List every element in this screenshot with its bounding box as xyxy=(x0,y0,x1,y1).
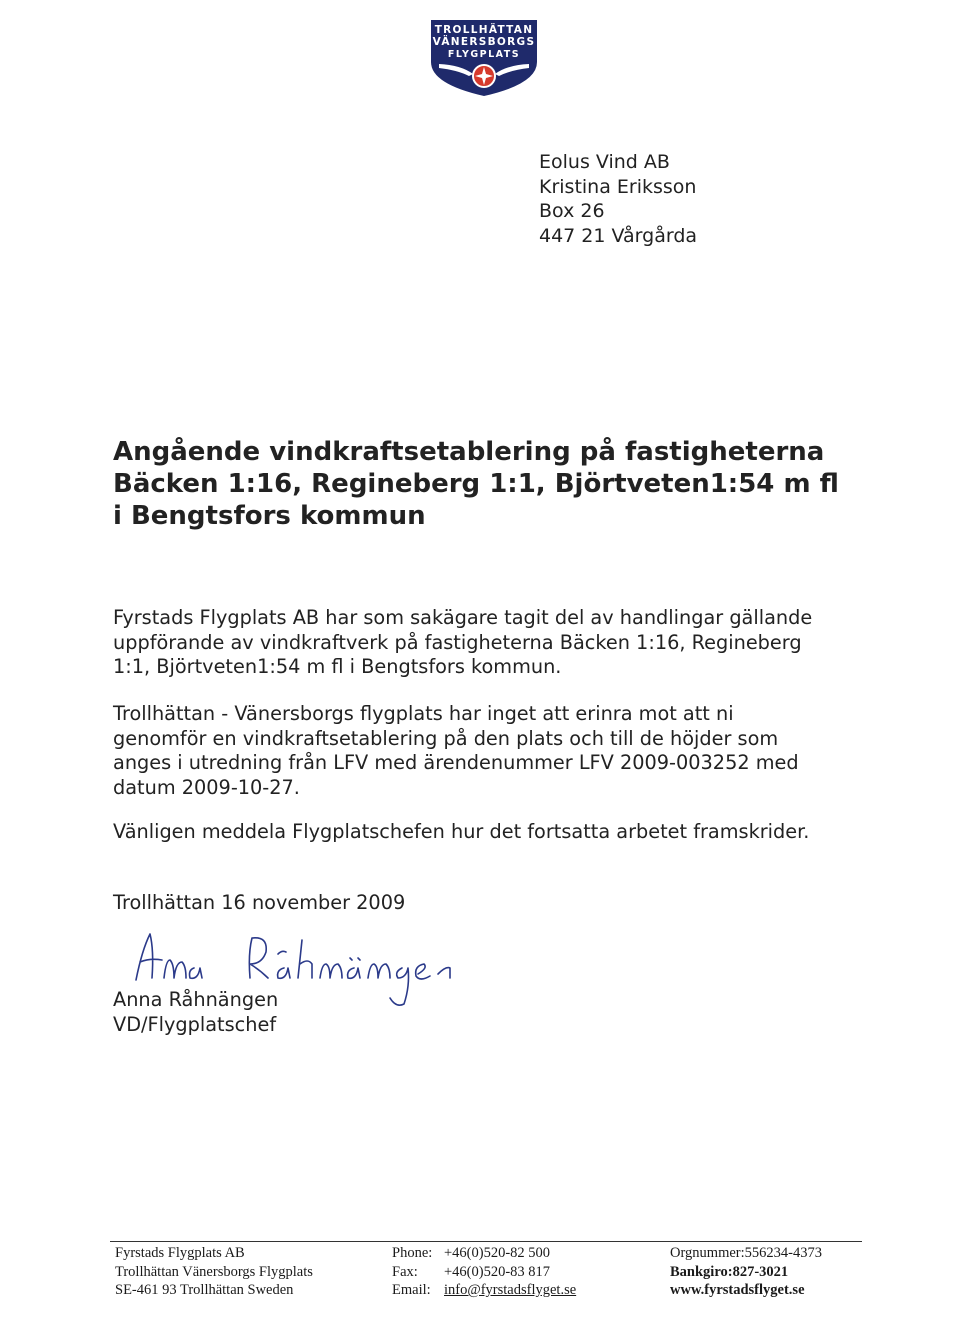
paragraph-line: uppförande av vindkraftverk på fastigheterna Bäcken 1:16, Regineberg xyxy=(113,630,802,654)
signer-title: VD/Flygplatschef xyxy=(113,1012,277,1036)
subject-line-2: Bäcken 1:16, Regineberg 1:1, Björtveten1:54 m fl xyxy=(113,469,839,499)
footer-contact-column xyxy=(392,1244,576,1300)
subject-line-3: i Bengtsfors kommun xyxy=(113,501,426,531)
footer-fax xyxy=(392,1263,576,1282)
footer-email-label: Email: xyxy=(392,1282,431,1298)
footer-phone-value: +46(0)520-82 500 xyxy=(444,1245,551,1261)
footer-website[interactable]: www.fyrstadsflyget.se xyxy=(670,1282,805,1298)
paragraph-line: anges i utredning från LFV med ärendenummer LFV 2009-003252 med xyxy=(113,751,799,774)
paragraph-line: Fyrstads Flygplats AB har som sakägare tagit del av handlingar gällande xyxy=(113,606,813,629)
body-paragraph-1 xyxy=(113,606,812,680)
footer-fax-label: Fax: xyxy=(392,1263,418,1280)
footer-phone xyxy=(392,1244,576,1263)
recipient-address xyxy=(539,150,697,248)
subject-heading xyxy=(113,436,839,532)
airport-logo xyxy=(425,18,543,98)
body-paragraph-2 xyxy=(113,702,799,800)
date-line: Trollhättan 16 november 2009 xyxy=(113,891,406,914)
recipient-postal: 447 21 Vårgårda xyxy=(539,224,698,247)
logo-line2: VÄNERSBORGS xyxy=(432,36,536,48)
paragraph-line: Vänligen meddela Flygplatschefen hur det fortsatta arbetet framskrider. xyxy=(113,820,810,843)
footer-phone-label: Phone: xyxy=(392,1245,433,1261)
body-paragraph-3 xyxy=(113,820,809,845)
footer-divider xyxy=(110,1241,862,1242)
paragraph-line: Trollhättan - Vänersborgs flygplats har inget att erinra mot att ni xyxy=(113,702,734,725)
footer-company-column xyxy=(115,1244,313,1300)
paragraph-line: 1:1, Björtveten1:54 m fl i Bengtsfors kommun. xyxy=(113,655,562,678)
recipient-company: Eolus Vind AB xyxy=(539,151,670,173)
logo-line3: FLYGPLATS xyxy=(447,49,521,60)
signer-name: Anna Råhnängen xyxy=(113,988,279,1011)
footer-bankgiro: Bankgiro:827-3021 xyxy=(670,1263,789,1280)
footer-company-name: Fyrstads Flygplats AB xyxy=(115,1245,245,1261)
subject-line-1: Angående vindkraftsetablering på fastigheterna xyxy=(113,437,825,467)
signer-block xyxy=(113,988,278,1037)
footer-email xyxy=(392,1281,576,1300)
recipient-name: Kristina Eriksson xyxy=(539,175,697,198)
footer-fax-value: +46(0)520-83 817 xyxy=(444,1263,551,1280)
footer-company-address: SE-461 93 Trollhättan Sweden xyxy=(115,1282,294,1298)
paragraph-line: datum 2009-10-27. xyxy=(113,775,300,799)
recipient-box: Box 26 xyxy=(539,200,605,222)
footer-email-link[interactable]: info@fyrstadsflyget.se xyxy=(444,1282,577,1298)
logo-line1: TROLLHÄTTAN xyxy=(434,24,534,36)
footer-company-site: Trollhättan Vänersborgs Flygplats xyxy=(115,1263,313,1280)
footer-orgnr: Orgnummer:556234-4373 xyxy=(670,1245,822,1261)
paragraph-line: genomför en vindkraftsetablering på den plats och till de höjder som xyxy=(113,726,779,750)
footer-registration-column xyxy=(670,1244,822,1300)
